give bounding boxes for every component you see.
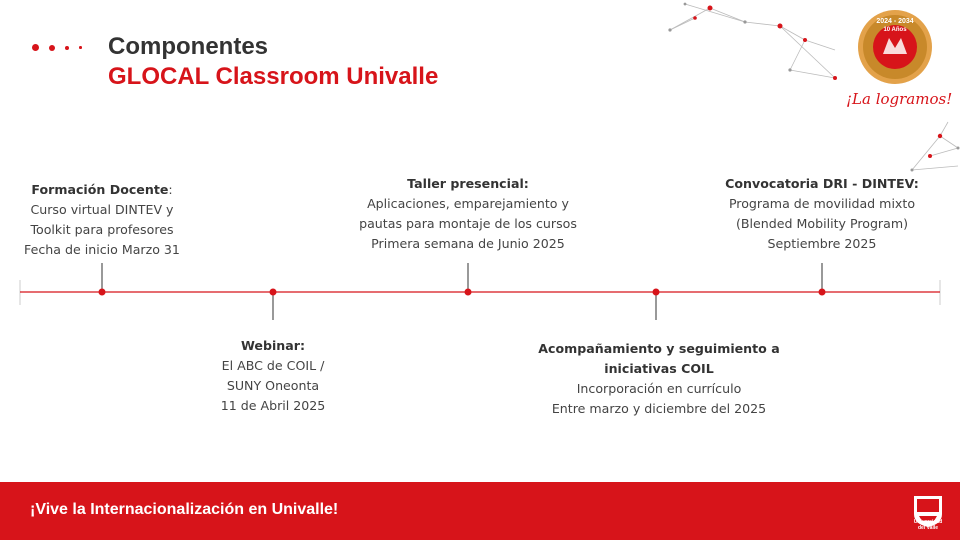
timeline-point (270, 289, 277, 296)
event-line: SUNY Oneonta (226, 378, 320, 393)
timeline-point (99, 289, 106, 296)
logo-line1: Universidad (913, 519, 943, 525)
seal-slogan: ¡La logramos! (846, 90, 953, 108)
event-line: Curso virtual DINTEV y (30, 202, 174, 217)
timeline-point (819, 289, 826, 296)
event-line: Incorporación en currículo (576, 381, 742, 396)
univalle-logo-text (904, 519, 952, 531)
event-heading: Webinar: (240, 338, 306, 353)
event-line: Aplicaciones, emparejamiento y (367, 196, 569, 211)
event-acompanamiento (528, 339, 790, 419)
event-heading: Taller presencial: (407, 176, 529, 191)
footer-bar (0, 482, 960, 540)
timeline-point (465, 289, 472, 296)
footer-slogan: ¡Vive la Internacionalización en Univalle! (30, 501, 339, 518)
event-webinar (193, 336, 353, 416)
event-heading: Acompañamiento y seguimiento a (538, 341, 780, 356)
seal-anos: 10 Años (883, 27, 907, 33)
event-line: Programa de movilidad mixto (728, 196, 916, 211)
page-title-line2: GLOCAL Classroom Univalle (108, 63, 439, 90)
event-heading: Formación Docente (31, 182, 169, 197)
page-title-line1: Componentes (108, 33, 269, 60)
event-taller-presencial (348, 174, 588, 254)
seal-years: 2024 - 2034 (876, 18, 914, 25)
event-line: 11 de Abril 2025 (220, 398, 326, 413)
timeline-point (653, 289, 660, 296)
event-heading: iniciativas COIL (604, 361, 714, 376)
event-heading: Convocatoria DRI - DINTEV: (725, 176, 919, 191)
event-line: El ABC de COIL / (221, 358, 325, 373)
event-line: Primera semana de Junio 2025 (371, 236, 565, 251)
event-formacion-docente (12, 180, 192, 260)
logo-line2: del Valle (917, 525, 938, 531)
event-line: Toolkit para profesores (30, 222, 174, 237)
event-convocatoria (712, 174, 932, 254)
event-line: (Blended Mobility Program) (735, 216, 909, 231)
event-line: pautas para montaje de los cursos (359, 216, 577, 231)
event-line: Septiembre 2025 (767, 236, 877, 251)
event-line: Entre marzo y diciembre del 2025 (551, 401, 767, 416)
event-line: Fecha de inicio Marzo 31 (24, 242, 180, 257)
event-heading-suffix: : (168, 182, 173, 197)
